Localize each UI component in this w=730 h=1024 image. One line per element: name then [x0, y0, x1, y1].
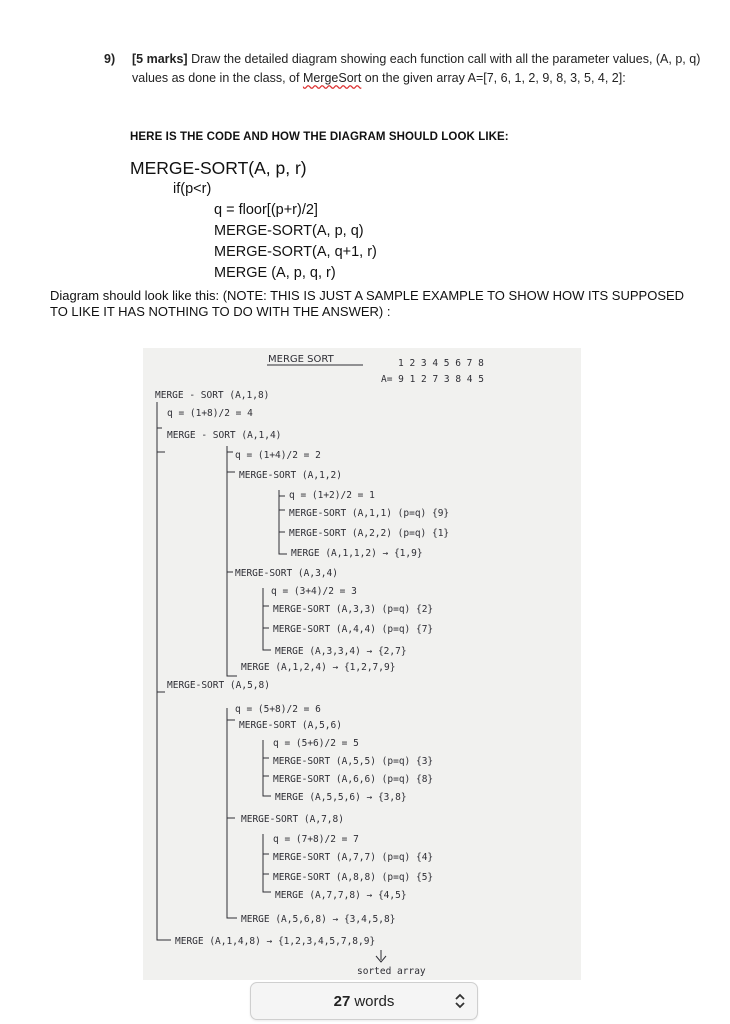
handwritten-diagram-image	[143, 348, 581, 980]
question-marks: [5 marks]	[132, 52, 188, 66]
hw-array: A= 9 1 2 7 3 8 4 5	[381, 374, 484, 385]
hw-line: MERGE (A,1,2,4) → {1,2,7,9}	[241, 662, 396, 673]
question-text-after: on the given array A=[7, 6, 1, 2, 9, 8, 3, 5, 4, 2]:	[361, 71, 626, 85]
code-line-4: MERGE-SORT(A, p, q)	[214, 223, 364, 239]
hw-title: MERGE SORT	[268, 354, 334, 365]
hw-line: MERGE (A,1,4,8) → {1,2,3,4,5,7,8,9}	[175, 936, 376, 947]
hw-line: MERGE - SORT (A,1,4)	[167, 430, 282, 441]
hw-line: MERGE-SORT (A,7,8)	[241, 814, 344, 825]
handwritten-diagram	[143, 348, 581, 980]
hw-line: MERGE-SORT (A,1,1) (p=q) {9}	[289, 508, 450, 519]
code-line-5: MERGE-SORT(A, q+1, r)	[214, 244, 377, 260]
hw-line: MERGE-SORT (A,2,2) (p=q) {1}	[289, 528, 450, 539]
word-count-widget[interactable]	[250, 982, 478, 1020]
hw-line: MERGE-SORT (A,5,8)	[167, 680, 270, 691]
word-count-label: words	[354, 992, 395, 1010]
hw-line: MERGE-SORT (A,6,6) (p=q) {8}	[273, 774, 434, 785]
hw-line: MERGE (A,5,5,6) → {3,8}	[275, 792, 407, 803]
word-count-value: 27	[333, 992, 351, 1010]
hw-line: MERGE (A,5,6,8) → {3,4,5,8}	[241, 914, 396, 925]
hw-line: MERGE-SORT (A,3,4)	[235, 568, 338, 579]
up-down-chevron-icon[interactable]	[453, 991, 467, 1011]
hw-line: MERGE-SORT (A,8,8) (p=q) {5}	[273, 872, 434, 883]
hw-line: MERGE - SORT (A,1,8)	[155, 390, 270, 401]
section-heading: HERE IS THE CODE AND HOW THE DIAGRAM SHOULD LOOK LIKE:	[130, 131, 509, 143]
hw-line: MERGE (A,7,7,8) → {4,5}	[275, 890, 407, 901]
hw-sorted-label: sorted array	[357, 966, 426, 977]
hw-indices: 1 2 3 4 5 6 7 8	[398, 358, 484, 369]
hw-line: q = (7+8)/2 = 7	[273, 834, 359, 845]
question-text	[132, 50, 704, 88]
question	[104, 50, 704, 88]
hw-line: MERGE-SORT (A,4,4) (p=q) {7}	[273, 624, 434, 635]
misspelled-word[interactable]: MergeSort	[302, 71, 362, 85]
hw-line: MERGE-SORT (A,5,6)	[239, 720, 342, 731]
hw-line: q = (5+6)/2 = 5	[273, 738, 359, 749]
hw-line: q = (3+4)/2 = 3	[271, 586, 357, 597]
hw-line: MERGE (A,3,3,4) → {2,7}	[275, 646, 407, 657]
code-line-6: MERGE (A, p, q, r)	[214, 265, 336, 281]
hw-line: MERGE-SORT (A,1,2)	[239, 470, 342, 481]
hw-line: q = (1+8)/2 = 4	[167, 408, 253, 419]
question-text-before: Draw the detailed diagram showing each function call with all the parameter values, (A, p, q) values as done in the class, of	[132, 52, 701, 85]
hw-line: q = (5+8)/2 = 6	[235, 704, 321, 715]
hw-line: q = (1+4)/2 = 2	[235, 450, 321, 461]
hw-line: MERGE (A,1,1,2) → {1,9}	[291, 548, 423, 559]
note-text: Diagram should look like this: (NOTE: THIS IS JUST A SAMPLE EXAMPLE TO SHOW HOW ITS SUPPOSED TO LIKE IT HAS NOTHING TO DO WITH THE ANSWER) :	[50, 288, 685, 319]
code-line-1: MERGE-SORT(A, p, r)	[130, 158, 307, 178]
hw-line: MERGE-SORT (A,5,5) (p=q) {3}	[273, 756, 434, 767]
hw-line: MERGE-SORT (A,7,7) (p=q) {4}	[273, 852, 434, 863]
hw-line: q = (1+2)/2 = 1	[289, 490, 375, 501]
code-line-2: if(p<r)	[173, 181, 212, 197]
code-block	[130, 158, 377, 284]
hw-line: MERGE-SORT (A,3,3) (p=q) {2}	[273, 604, 434, 615]
question-number: 9)	[104, 52, 116, 66]
code-line-3: q = floor[(p+r)/2]	[214, 202, 318, 218]
